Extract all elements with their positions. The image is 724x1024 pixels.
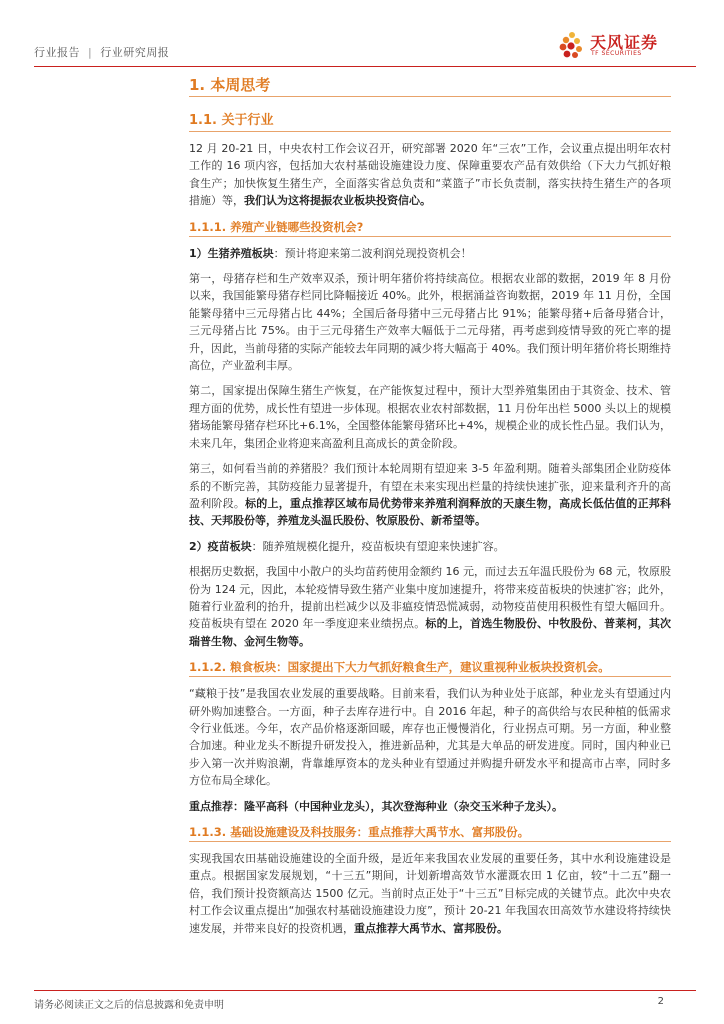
pig-paragraph-2: 第二，国家提出保障生猪生产恢复，在产能恢复过程中，预计大型养殖集团由于其资金、技术、管理方面的优势，成长性有望进一步体现。根据农业农村部数据，11 月份年出栏 5000 头以上的规模猪场能繁母猪存栏环比+6.1%，全国整体能繁母猪环比+4%，规模企业的成长性凸显。我们认为，未来几年，集团企业将迎来高盈利且高成长的黄金阶段。	[189, 384, 671, 450]
company-logo	[556, 28, 696, 62]
grain-paragraph-1: “藏粮于技”是我国农业发展的重要战略。目前来看，我们认为种业处于底部，种业龙头有望通过内研外购加速整合。一方面，种子去库存进行中。自 2016 年起，种子的高供给与农民种植的低需求令行业低迷。今年，农产品价格逐渐回暖，库存也正慢慢消化，行业拐点可期。另一方面，种业整合加速。种业龙头不断提升研发投入，推进新品种，尤其是大单品的研发进度。同时，国内种业已步入第一次并购浪潮，背靠雄厚资本的龙头种业有望通过并购提升研发水平和提高市占率，同时多方位布局全球化。	[189, 687, 671, 788]
page-number: 2	[657, 996, 664, 1007]
report-subtype: 行业研究周报	[100, 46, 170, 59]
logo-name: 天风证券	[590, 33, 659, 52]
infra-paragraph-1	[189, 850, 671, 937]
section-heading-1-1: 1.1. 关于行业	[189, 111, 671, 132]
vaccine-sector-label-text: ：随养殖规模化提升，疫苗板块有望迎来快速扩容。	[251, 539, 505, 553]
vaccine-paragraph-1	[189, 563, 671, 650]
intro-text: 12 月 20-21 日，中央农村工作会议召开，研究部署 2020 年“三农”工作，会议重点提出明年农村工作的 16 项内容，包括加大农村基础设施建设力度、保障重要农产品有效供给（下大力气抓好粮食生产；加快恢复生猪生产，全面落实省总负责和“菜篮子”市长负责制，落实扶持生猪生产的各项措施）等，	[189, 142, 671, 208]
vaccine-paragraph-bold: 标的上，首选生物股份、中牧股份、普莱柯，其次瑞普生物、金河生物等。	[189, 617, 671, 648]
grain-recommendation: 重点推荐：隆平高科（中国种业龙头），其次登海种业（杂交玉米种子龙头）。	[189, 799, 563, 813]
pig-sector-label-text: ：预计将迎来第二波利润兑现投资机会！	[273, 246, 472, 260]
logo-flame-icon	[556, 30, 586, 60]
pig-sector-title	[189, 245, 671, 262]
section-heading-1: 1. 本周思考	[189, 74, 671, 97]
infra-paragraph-text: 实现我国农田基础设施建设的全面升级，是近年来我国农业发展的重要任务，其中水利设施建设是重点。根据国家发展规划，“十三五”期间，计划新增高效节水灌溉农田 1 亿亩，较“十二五”翻一倍，我们预计投资额高达 1500 亿元。当前时点正处于“十三五”目标完成的关键节点。此次中央农村工作会议重点提出“加强农村基础设施建设力度”，预计 20-21 年我国农田高效节水建设将持续快速发展，并带来良好的投资机遇，	[189, 852, 671, 935]
report-type-label	[34, 44, 169, 60]
vaccine-sector-label: 2）疫苗板块	[189, 539, 252, 553]
section-heading-1-1-2: 1.1.2. 粮食板块：国家提出下大力气抓好粮食生产，建议重视种业板块投资机会。	[189, 658, 671, 677]
logo-subtitle: TF SECURITIES	[591, 50, 642, 57]
pig-paragraph-3	[189, 460, 671, 530]
infra-paragraph-bold: 重点推荐大禹节水、富邦股份。	[354, 921, 508, 935]
report-type: 行业报告	[34, 46, 80, 59]
intro-paragraph	[189, 140, 671, 210]
footer-rule	[34, 990, 696, 991]
vaccine-paragraph-text: 根据历史数据，我国中小散户的头均苗药使用金额约 16 元，而过去五年温氏股份为 68 元，牧原股份为 124 元，因此，本轮疫情导致生猪产业集中度加速提升，将带来疫苗板块的快速扩容；此外，随着行业盈利的抬升，提前出栏减少以及非瘟疫情恐慌减弱，动物疫苗使用积极性有望大幅回升。疫苗板块有望在 2020 年一季度迎来业绩拐点。	[189, 565, 671, 631]
pig-sector-label: 1）生猪养殖板块	[189, 246, 274, 260]
header-rule	[34, 66, 696, 67]
header-separator: |	[88, 46, 93, 59]
pig-paragraph-3-bold: 标的上，重点推荐区域布局优势带来养殖利润释放的天康生物，高成长低估值的正邦科技、天邦股份等，养殖龙头温氏股份、牧原股份、新希望等。	[189, 496, 672, 528]
section-heading-1-1-3: 1.1.3. 基础设施建设及科技服务：重点推荐大禹节水、富邦股份。	[189, 823, 671, 842]
pig-paragraph-1: 第一，母猪存栏和生产效率双杀，预计明年猪价将持续高位。根据农业部的数据，2019 年 8 月份以来，我国能繁母猪存栏同比降幅接近 40%。此外，根据涌益咨询数据，2019 年 11 月份，全国能繁母猪中三元母猪占比 44%；全国后备母猪中三元母猪占比 91%；能繁母猪+后备母猪合计，三元母猪占比 75%。由于三元母猪生产效率大幅低于二元母猪，再考虑到疫情导致的死亡率的提升，因此，当前母猪的实际产能较去年同期的减少将大幅高于 40%。我们预计明年猪价将长期维持高位，产业盈利丰厚。	[189, 272, 671, 373]
section-heading-1-1-1: 1.1.1. 养殖产业链哪些投资机会?	[189, 218, 671, 237]
vaccine-sector-title	[189, 538, 671, 555]
page-header	[34, 33, 696, 66]
pig-paragraph-3-text: 第三，如何看当前的养猪股？我们预计本轮周期有望迎来 3-5 年盈利期。随着头部集团企业防疫体系的不断完善，其防疫能力显著提升，有望在未来实现出栏量的持续快速扩张，迎来量利齐升的高盈利阶段。	[189, 462, 671, 510]
intro-bold: 我们认为这将提振农业板块投资信心。	[244, 194, 431, 208]
grain-paragraph-2	[189, 798, 671, 815]
main-content	[189, 74, 671, 937]
footer-disclaimer: 请务必阅读正文之后的信息披露和免责申明	[34, 1000, 224, 1011]
